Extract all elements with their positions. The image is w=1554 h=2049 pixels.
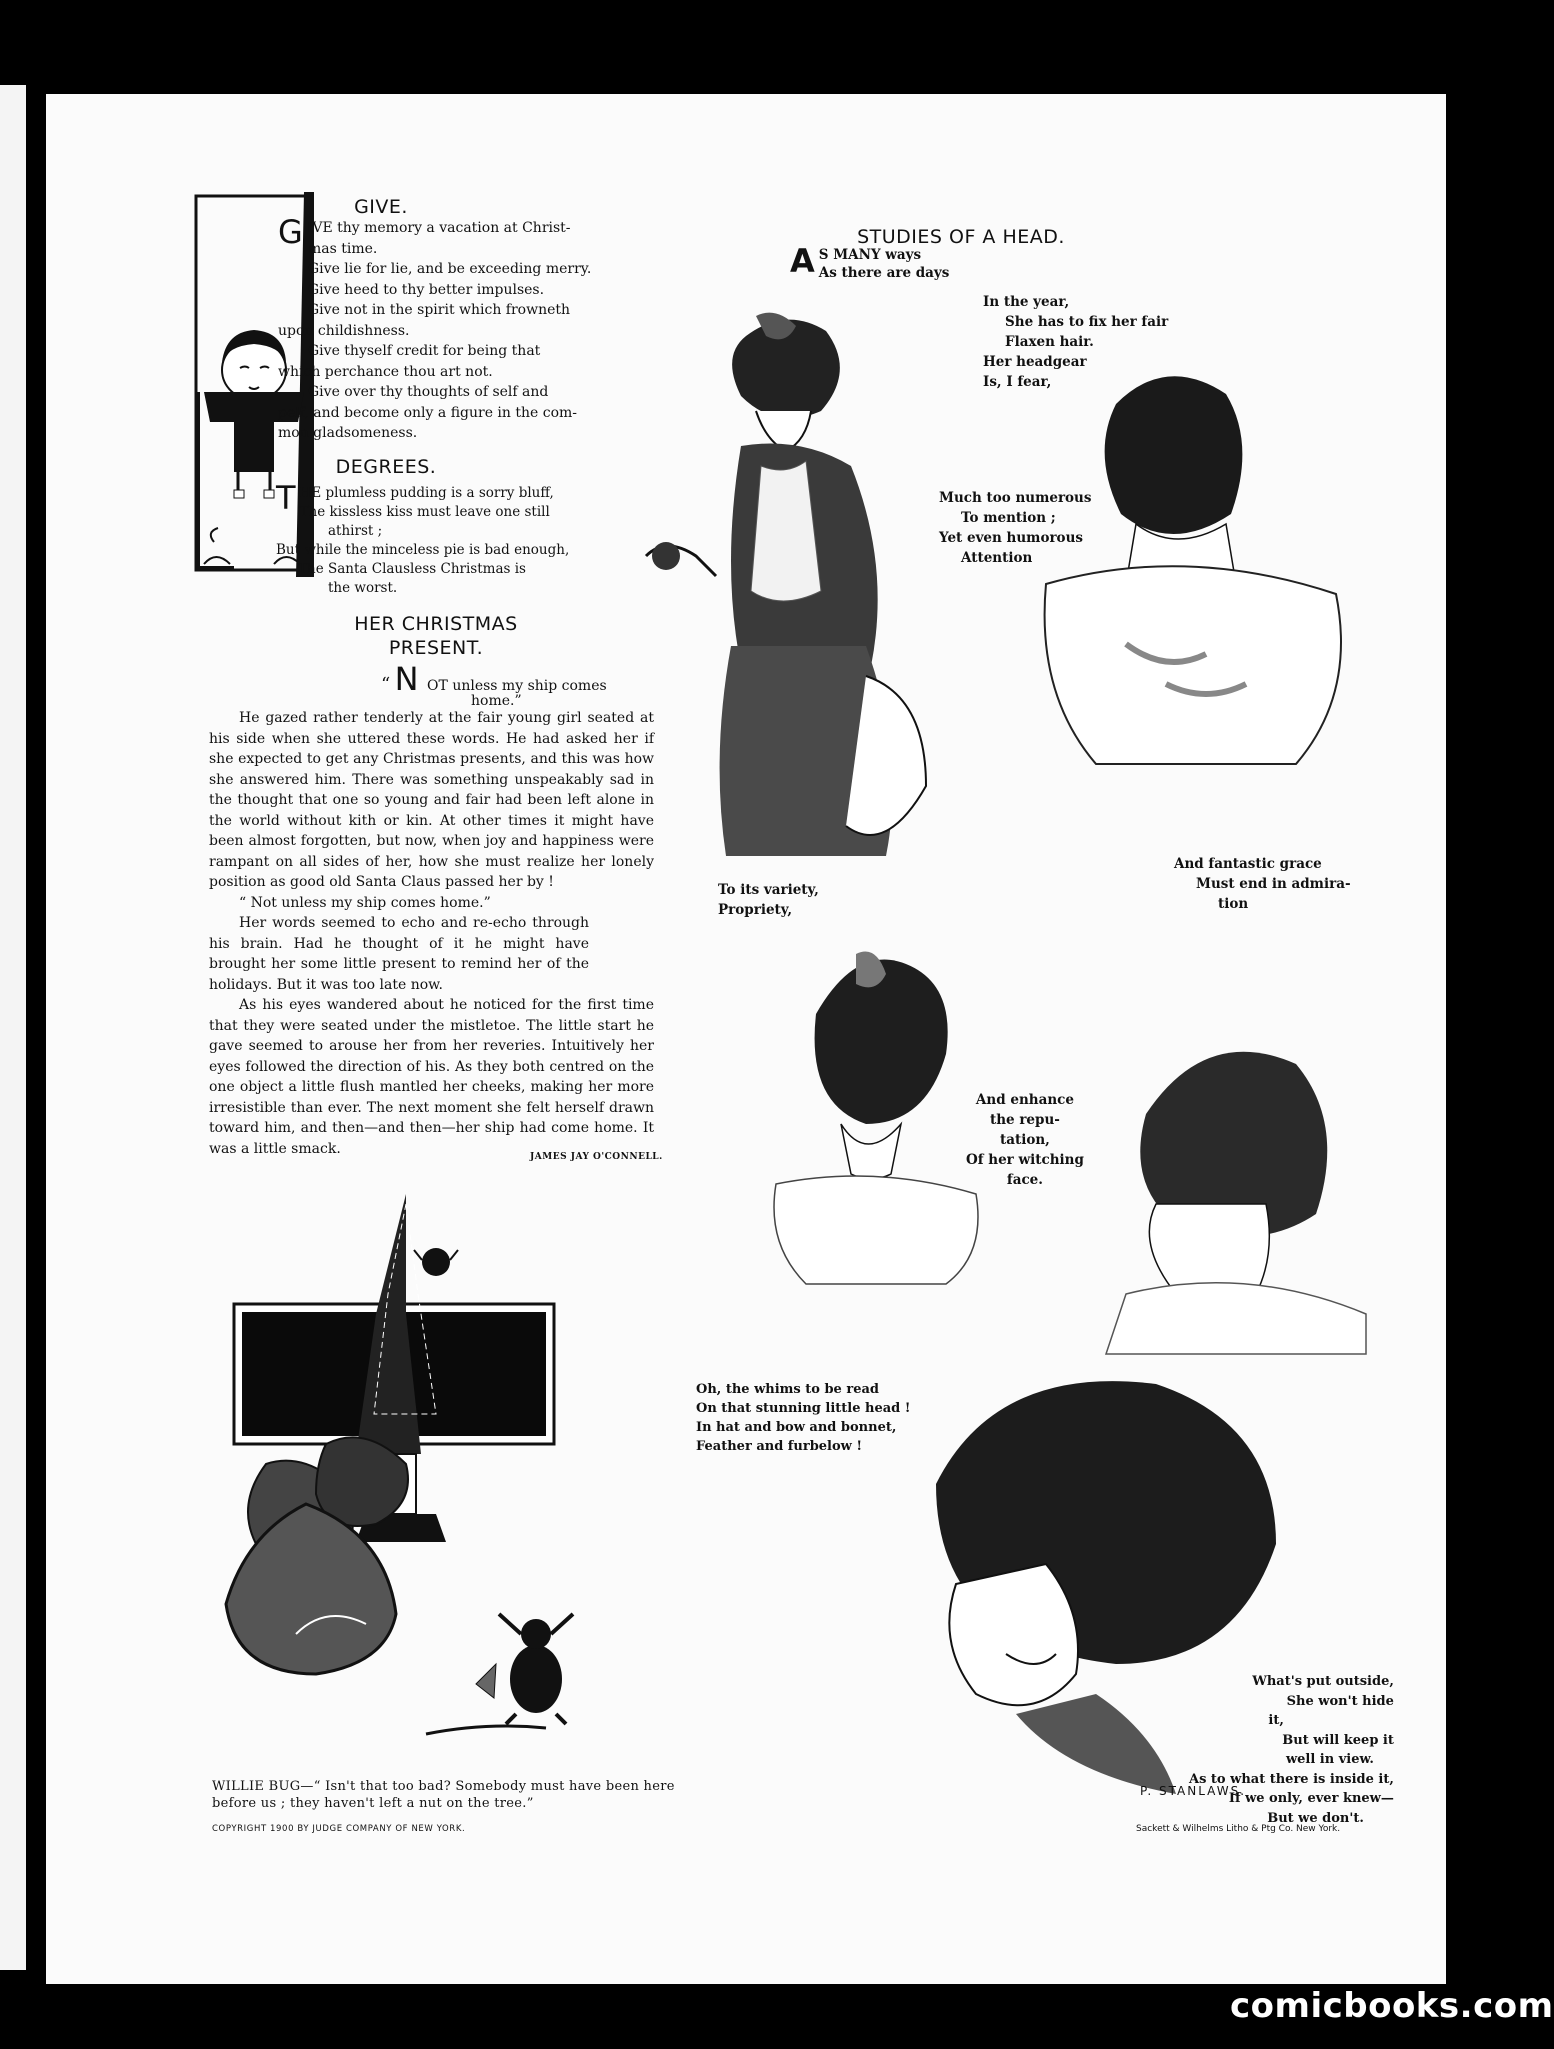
studies-title: STUDIES OF A HEAD. [857,226,1065,248]
give-line: mon gladsomeness. [278,425,418,441]
willie-bug-cartoon [206,1194,676,1774]
degrees-title: DEGREES. [335,456,437,478]
present-opening-quote [381,660,621,711]
present-paragraph: Her words seemed to echo and re-echo through his brain. Had he thought of it he might have brought her some little present to remind her of the holidays. But it was too late now. [209,915,589,993]
present-quote-line: home.” [471,692,522,709]
studies-line: To mention ; [961,510,1056,526]
studies-line: If we only, ever knew— [1228,1791,1394,1806]
studies-line: Of her witching [966,1152,1084,1168]
woman-back-head-illustration [1006,364,1386,774]
studies-line: S MANY ways [818,247,922,263]
degrees-line: The kissless kiss must leave one still [299,504,550,520]
studies-line: She won't hide [1286,1693,1394,1709]
studies-line: As to what there is inside it, [1189,1771,1394,1787]
studies-verse-8 [1189,1672,1394,1828]
copyright-line: COPYRIGHT 1900 BY JUDGE COMPANY OF NEW YORK. [212,1824,466,1834]
studies-line: Propriety, [718,902,793,918]
artist-signature: P. STANLAWS. [1140,1784,1247,1798]
give-line: mas time. [308,240,378,257]
present-paragraph: “ Not unless my ship comes home.” [239,894,491,911]
studies-line: well in view. [1285,1752,1374,1767]
present-story [209,708,654,1159]
degrees-line: The Santa Clausless Christmas is [298,561,526,577]
studies-line: She has to fix her fair [1005,314,1169,330]
studies-line: But we don't. [1267,1810,1364,1826]
studies-line: face. [1006,1172,1043,1188]
studies-line: In the year, [983,294,1070,310]
present-quote-mark: “ [381,674,391,695]
degrees-poem [276,479,611,598]
studies-verse-6 [966,1090,1084,1190]
magazine-page [46,94,1446,1984]
degrees-line: the worst. [328,580,398,596]
degrees-line: athirst ; [328,523,383,539]
woman-full-figure-illustration [636,316,966,876]
present-signature: JAMES JAY O'CONNELL. [530,1152,663,1162]
woman-profile-updo-illustration [1086,1034,1386,1364]
studies-verse-7 [696,1380,911,1456]
give-line: which perchance thou art not. [278,363,493,380]
give-line: IVE thy memory a vacation at Christ- [306,220,571,236]
present-dropcap: N [394,660,419,698]
degrees-dropcap: T [276,479,296,517]
studies-line: And enhance [975,1092,1074,1108]
give-dropcap: G [278,213,303,251]
studies-line: it, [1268,1713,1284,1728]
present-paragraph: He gazed rather tenderly at the fair young girl seated at his side when she uttered these words. He had asked her if she expected to get any Christmas presents, and this was how she answered him. There was something unspeakably sad in the thought that one so young and fair had been left alone in the world without kith or kin. At other times it might have been almost forgotten, but now, when joy and happiness were rampant on all sides of her, how she must realize her lonely position as good old Santa Claus passed her by ! [209,710,654,890]
studies-line: To its variety, [718,882,819,898]
give-line: pelf, and become only a figure in the com- [278,404,578,421]
studies-verse-1 [790,242,950,282]
studies-line: Is, I fear, [983,374,1052,390]
studies-verse-4 [718,880,819,920]
studies-line: But will keep it [1282,1732,1394,1748]
studies-line: Much too numerous [939,490,1092,506]
present-title-line: PRESENT. [388,637,484,659]
give-line: Give thyself credit for being that [308,343,541,359]
degrees-line: But while the minceless pie is bad enough, [276,542,570,558]
printer-line: Sackett & Wilhelms Litho & Ptg Co. New York. [1136,1824,1341,1834]
studies-line: Attention [961,550,1033,566]
studies-line: In hat and bow and bonnet, [696,1420,897,1435]
studies-line: As there are days [818,265,950,281]
studies-line: And fantastic grace [1174,856,1322,872]
give-line: Give heed to thy better impulses. [308,281,545,298]
studies-verse-5 [1174,854,1351,914]
studies-line: Must end in admira- [1196,876,1351,892]
give-line: Give lie for lie, and be exceeding merry. [308,261,592,277]
cartoon-caption: WILLIE BUG—“ Isn't that too bad? Somebody must have been here before us ; they haven't left a nut on the tree.” [212,1779,675,1811]
give-title: GIVE. [354,196,408,218]
present-paragraph: As his eyes wandered about he noticed for the first time that they were seated under the mistletoe. The little start he gave seemed to arouse her from her reveries. Intuitively her eyes followed the direction of his. As they both centred on the one object a little flush mantled her cheeks, making her more irresistible than ever. The next moment she felt herself drawn toward him, and then—and then—her ship had come home. It was a little smack. [209,997,654,1157]
studies-line: Yet even humorous [939,530,1083,546]
give-line: Give not in the spirit which frowneth [308,302,571,318]
give-poem [278,213,608,444]
studies-line: What's put outside, [1252,1674,1394,1689]
present-title [336,612,536,660]
studies-line: tion [1218,896,1249,912]
facing-page-edge [0,85,26,1970]
present-quote-line: OT unless my ship comes [427,678,607,694]
degrees-line: HE plumless pudding is a sorry bluff, [299,485,554,501]
give-line: upon childishness. [278,322,410,339]
studies-line: Feather and furbelow ! [696,1439,863,1454]
studies-dropcap: A [790,242,815,280]
studies-line: On that stunning little head ! [696,1401,911,1416]
give-line: Give over thy thoughts of self and [308,384,549,400]
studies-verse-3 [939,488,1091,568]
present-title-line: HER CHRISTMAS [354,613,518,635]
watermark-logo: comicbooks.com [1230,1986,1554,2026]
studies-line: Flaxen hair. [1005,334,1094,350]
studies-line: Oh, the whims to be read [696,1382,879,1397]
studies-line: Her headgear [983,354,1087,370]
studies-line: tation, [1000,1132,1050,1148]
studies-line: the repu- [989,1112,1060,1128]
